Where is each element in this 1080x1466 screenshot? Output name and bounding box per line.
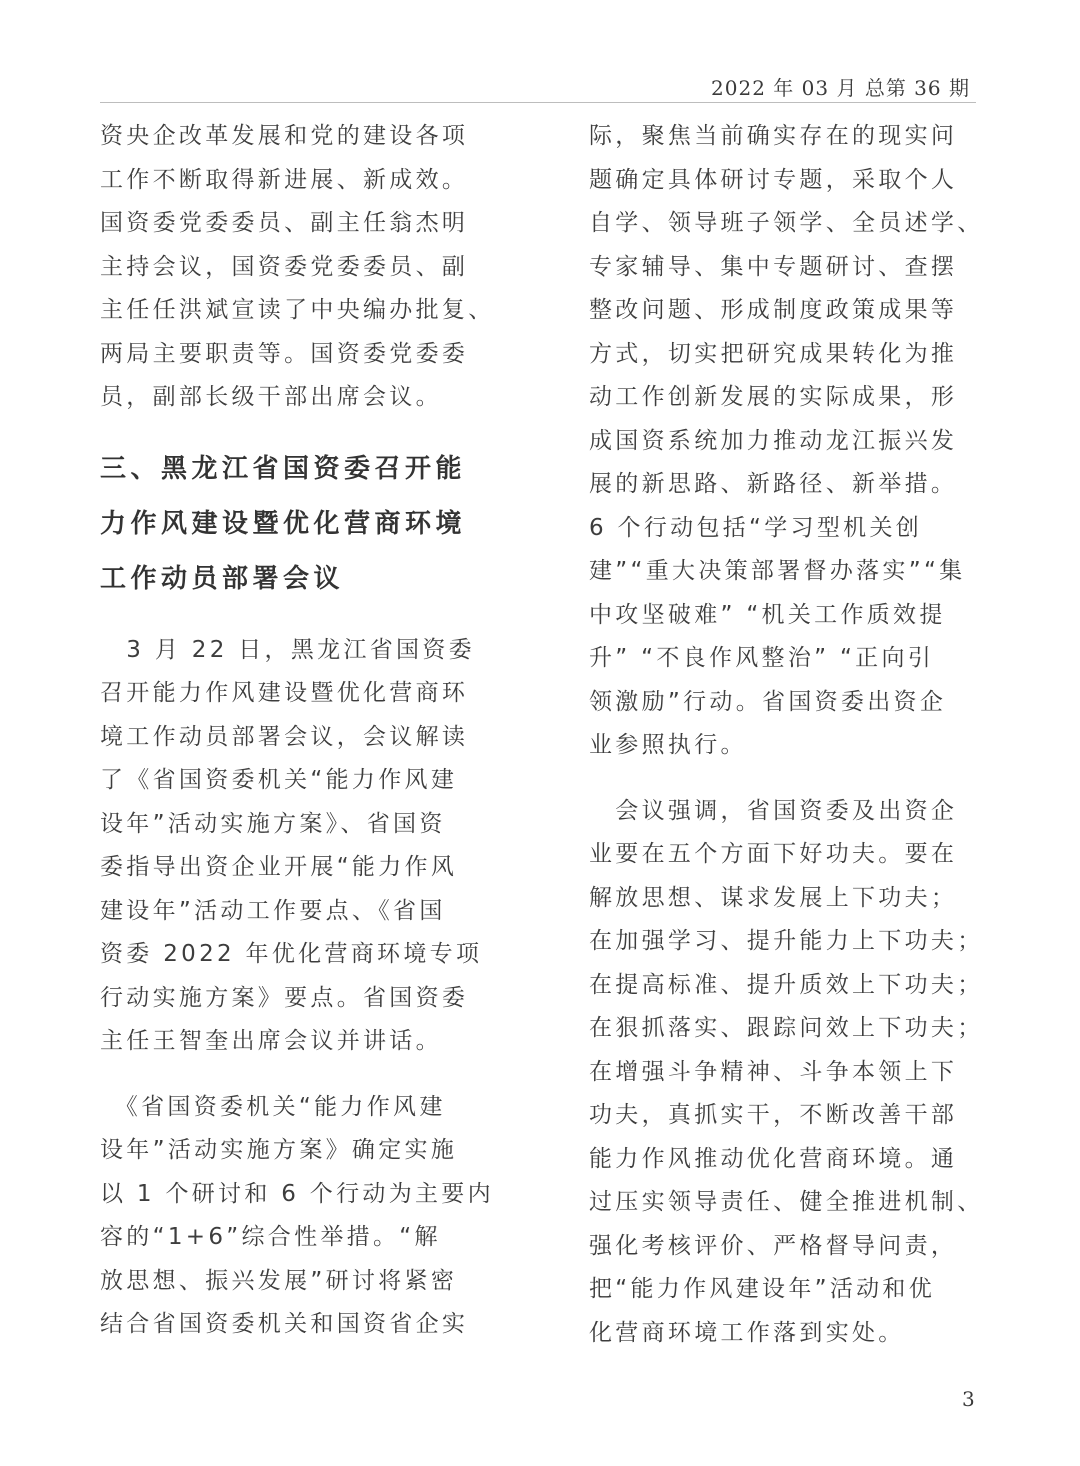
- text-line: 能力作风推动优化营商环境。通: [589, 1145, 958, 1172]
- text-line: 题确定具体研讨专题，采取个人: [589, 166, 958, 193]
- text-line: 结合省国资委机关和国资省企实: [100, 1311, 469, 1337]
- spacer: [100, 607, 492, 629]
- text-line: 资央企改革发展和党的建设各项: [100, 123, 469, 149]
- text-line: 过压实领导责任、健全推进机制、: [589, 1189, 984, 1215]
- text-line: 在提高标准、提升质效上下功夫；: [589, 971, 984, 998]
- text-line: 业要在五个方面下好功夫。要在: [589, 841, 958, 867]
- text-line: 在增强斗争精神、斗争本领上下: [589, 1058, 958, 1085]
- text-line: 主任王智奎出席会议并讲话。: [100, 1028, 442, 1054]
- text-line: 功夫，真抓实干，不断改善干部: [589, 1102, 958, 1128]
- text-line: 自学、领导班子领学、全员述学、: [589, 210, 984, 236]
- heading-line: 三、黑龙江省国资委召开能: [100, 453, 467, 484]
- text-line: 放思想、振兴发展”研讨将紧密: [100, 1267, 458, 1294]
- page-number: 3: [962, 1387, 975, 1411]
- paragraph-continued: [589, 115, 984, 768]
- text-line: 两局主要职责等。国资委党委委: [100, 340, 469, 367]
- paragraph: [100, 1086, 492, 1347]
- text-line: 升” “不良作风整治” “正向引: [589, 645, 935, 671]
- text-line: 化营商环境工作落到实处。: [589, 1319, 905, 1346]
- text-line: 工作不断取得新进展、新成效。: [100, 166, 469, 193]
- text-line: 展的新思路、新路径、新举措。: [589, 471, 958, 497]
- text-line: 会议强调，省国资委及出资企: [589, 797, 958, 824]
- text-line: 强化考核评价、严格督导问责，: [589, 1232, 958, 1259]
- text-line: 容的“1+6”综合性举措。“解: [100, 1224, 441, 1250]
- text-line: 业参照执行。: [589, 732, 747, 758]
- text-line: 建”“重大决策部署督办落实”“集: [589, 558, 966, 584]
- text-line: 领激励”行动。省国资委出资企: [589, 688, 947, 715]
- text-line: 《省国资委机关“能力作风建: [100, 1093, 446, 1120]
- text-line: 行动实施方案》要点。省国资委: [100, 984, 469, 1011]
- text-line: 以 1 个研讨和 6 个行动为主要内: [100, 1180, 494, 1207]
- page-header: [100, 70, 976, 103]
- heading-line: 工作动员部署会议: [100, 563, 345, 594]
- text-line: 委指导出资企业开展“能力作风: [100, 854, 458, 880]
- text-line: 成国资系统加力推动龙江振兴发: [589, 427, 958, 454]
- text-line: 主持会议，国资委党委委员、副: [100, 253, 469, 280]
- text-line: 际，聚焦当前确实存在的现实问: [589, 123, 958, 149]
- text-line: 召开能力作风建设暨优化营商环: [100, 680, 469, 706]
- text-line: 设年”活动实施方案》确定实施: [100, 1137, 458, 1163]
- text-line: 中攻坚破难” “机关工作质效提: [589, 601, 946, 628]
- right-column: [589, 115, 984, 1355]
- text-line: 建设年”活动工作要点、《省国: [100, 897, 446, 924]
- text-line: 主任任洪斌宣读了中央编办批复、: [100, 297, 495, 323]
- text-line: 6 个行动包括“学习型机关创: [589, 514, 923, 541]
- spacer: [589, 768, 981, 790]
- left-column: [100, 115, 495, 1347]
- heading-line: 力作风建设暨优化营商环境: [100, 508, 467, 539]
- text-line: 把“能力作风建设年”活动和优: [589, 1276, 936, 1302]
- text-line: 境工作动员部署会议，会议解读: [100, 723, 469, 750]
- paragraph: [589, 790, 984, 1356]
- text-line: 在狠抓落实、跟踪问效上下功夫；: [589, 1015, 984, 1041]
- text-line: 了《省国资委机关“能力作风建: [100, 767, 458, 793]
- spacer: [100, 420, 492, 442]
- text-line: 动工作创新发展的实际成果，形: [589, 384, 958, 410]
- text-line: 设年”活动实施方案》、省国资: [100, 810, 446, 837]
- text-line: 专家辅导、集中专题研讨、查摆: [589, 253, 958, 280]
- text-line: 在加强学习、提升能力上下功夫；: [589, 928, 984, 954]
- text-line: 员，副部长级干部出席会议。: [100, 384, 442, 410]
- text-line: 解放思想、谋求发展上下功夫；: [589, 884, 958, 911]
- issue-info: 2022 年 03 月 总第 36 期: [711, 76, 970, 100]
- paragraph-continued: [100, 115, 495, 420]
- spacer: [100, 1064, 492, 1086]
- text-line: 整改问题、形成制度政策成果等: [589, 297, 958, 323]
- text-line: 资委 2022 年优化营商环境专项: [100, 941, 483, 967]
- paragraph: [100, 629, 492, 1064]
- text-line: 3 月 22 日，黑龙江省国资委: [100, 636, 475, 663]
- section-heading: [100, 442, 492, 607]
- text-line: 国资委党委委员、副主任翁杰明: [100, 210, 469, 236]
- text-line: 方式，切实把研究成果转化为推: [589, 340, 958, 367]
